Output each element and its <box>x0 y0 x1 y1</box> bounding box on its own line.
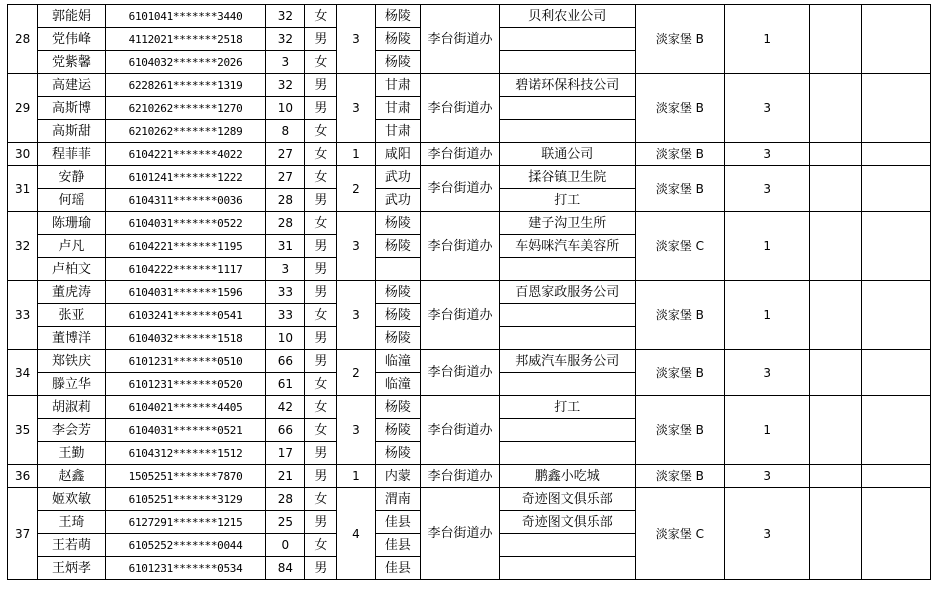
member-name: 党伟峰 <box>38 28 106 51</box>
member-gender: 女 <box>305 534 337 557</box>
member-age: 25 <box>266 511 305 534</box>
member-origin: 佳县 <box>375 534 421 557</box>
allocation-number: 3 <box>724 488 810 580</box>
member-gender: 男 <box>305 97 337 120</box>
member-name: 王勤 <box>38 442 106 465</box>
member-gender: 男 <box>305 557 337 580</box>
member-workplace <box>499 120 635 143</box>
member-workplace <box>499 419 635 442</box>
member-origin: 杨陵 <box>375 396 421 419</box>
member-gender: 男 <box>305 258 337 281</box>
household-number: 36 <box>8 465 38 488</box>
allocation-number: 3 <box>724 166 810 212</box>
member-age: 33 <box>266 304 305 327</box>
member-id-number: 6104031*******1596 <box>105 281 265 304</box>
member-name: 郑铁庆 <box>38 350 106 373</box>
household-number: 33 <box>8 281 38 350</box>
member-origin: 武功 <box>375 189 421 212</box>
member-gender: 女 <box>305 5 337 28</box>
member-workplace: 奇迹图文俱乐部 <box>499 488 635 511</box>
member-age: 27 <box>266 143 305 166</box>
member-origin: 渭南 <box>375 488 421 511</box>
member-workplace: 百恩家政服务公司 <box>499 281 635 304</box>
subdistrict-office: 李台街道办 <box>421 143 499 166</box>
member-gender: 女 <box>305 51 337 74</box>
member-origin: 内蒙 <box>375 465 421 488</box>
member-id-number: 6105252*******0044 <box>105 534 265 557</box>
table-row <box>8 396 931 419</box>
allocation-number: 3 <box>724 74 810 143</box>
table-row <box>8 74 931 97</box>
household-number: 29 <box>8 74 38 143</box>
household-size: 3 <box>337 396 375 465</box>
empty-cell <box>862 143 931 166</box>
member-workplace: 打工 <box>499 396 635 419</box>
housing-location: 淡家堡 B <box>635 465 724 488</box>
member-age: 61 <box>266 373 305 396</box>
member-name: 赵鑫 <box>38 465 106 488</box>
empty-cell <box>862 212 931 281</box>
empty-cell <box>810 396 862 465</box>
member-age: 28 <box>266 189 305 212</box>
member-origin: 杨陵 <box>375 304 421 327</box>
subdistrict-office: 李台街道办 <box>421 281 499 350</box>
member-name: 陈珊瑜 <box>38 212 106 235</box>
member-name: 党紫馨 <box>38 51 106 74</box>
member-age: 10 <box>266 97 305 120</box>
member-id-number: 1505251*******7870 <box>105 465 265 488</box>
household-size: 1 <box>337 465 375 488</box>
member-name: 安静 <box>38 166 106 189</box>
member-workplace <box>499 28 635 51</box>
member-workplace: 邦威汽车服务公司 <box>499 350 635 373</box>
empty-cell <box>862 488 931 580</box>
member-gender: 男 <box>305 28 337 51</box>
member-name: 高斯博 <box>38 97 106 120</box>
member-workplace <box>499 373 635 396</box>
member-age: 42 <box>266 396 305 419</box>
member-id-number: 6210262*******1270 <box>105 97 265 120</box>
member-name: 王炳孝 <box>38 557 106 580</box>
housing-location: 淡家堡 B <box>635 5 724 74</box>
member-gender: 男 <box>305 235 337 258</box>
member-workplace <box>499 442 635 465</box>
member-age: 84 <box>266 557 305 580</box>
member-origin: 咸阳 <box>375 143 421 166</box>
housing-location: 淡家堡 B <box>635 166 724 212</box>
table-row <box>8 166 931 189</box>
housing-location: 淡家堡 B <box>635 350 724 396</box>
member-workplace <box>499 557 635 580</box>
member-age: 27 <box>266 166 305 189</box>
member-name: 李会芳 <box>38 419 106 442</box>
household-number: 32 <box>8 212 38 281</box>
member-gender: 男 <box>305 281 337 304</box>
housing-location: 淡家堡 B <box>635 396 724 465</box>
household-size: 3 <box>337 74 375 143</box>
member-id-number: 6104312*******1512 <box>105 442 265 465</box>
member-workplace: 贝利农业公司 <box>499 5 635 28</box>
member-age: 66 <box>266 419 305 442</box>
member-origin: 甘肃 <box>375 74 421 97</box>
empty-cell <box>862 465 931 488</box>
member-gender: 女 <box>305 304 337 327</box>
member-name: 郭能娟 <box>38 5 106 28</box>
subdistrict-office: 李台街道办 <box>421 488 499 580</box>
member-gender: 男 <box>305 350 337 373</box>
household-size: 2 <box>337 350 375 396</box>
member-id-number: 6101241*******1222 <box>105 166 265 189</box>
member-origin: 甘肃 <box>375 97 421 120</box>
member-workplace <box>499 327 635 350</box>
member-gender: 男 <box>305 465 337 488</box>
member-age: 33 <box>266 281 305 304</box>
member-gender: 女 <box>305 143 337 166</box>
member-id-number: 6101231*******0510 <box>105 350 265 373</box>
household-size: 1 <box>337 143 375 166</box>
household-number: 31 <box>8 166 38 212</box>
subdistrict-office: 李台街道办 <box>421 166 499 212</box>
empty-cell <box>862 396 931 465</box>
member-age: 8 <box>266 120 305 143</box>
member-id-number: 6104032*******2026 <box>105 51 265 74</box>
member-name: 高建运 <box>38 74 106 97</box>
table-row <box>8 212 931 235</box>
household-size: 4 <box>337 488 375 580</box>
member-id-number: 6105251*******3129 <box>105 488 265 511</box>
household-size: 3 <box>337 5 375 74</box>
member-name: 董博洋 <box>38 327 106 350</box>
member-origin: 临潼 <box>375 373 421 396</box>
member-name: 程菲菲 <box>38 143 106 166</box>
member-origin: 武功 <box>375 166 421 189</box>
member-workplace <box>499 97 635 120</box>
member-gender: 女 <box>305 419 337 442</box>
table-row <box>8 350 931 373</box>
member-id-number: 6104311*******0036 <box>105 189 265 212</box>
member-origin: 杨陵 <box>375 212 421 235</box>
member-age: 10 <box>266 327 305 350</box>
member-id-number: 6104221*******1195 <box>105 235 265 258</box>
member-workplace: 联通公司 <box>499 143 635 166</box>
member-age: 28 <box>266 488 305 511</box>
member-id-number: 6127291*******1215 <box>105 511 265 534</box>
member-age: 31 <box>266 235 305 258</box>
empty-cell <box>862 281 931 350</box>
table-row <box>8 488 931 511</box>
allocation-number: 1 <box>724 5 810 74</box>
member-workplace: 揉谷镇卫生院 <box>499 166 635 189</box>
member-id-number: 6101041*******3440 <box>105 5 265 28</box>
housing-location: 淡家堡 B <box>635 143 724 166</box>
member-id-number: 6101231*******0534 <box>105 557 265 580</box>
empty-cell <box>810 5 862 74</box>
member-name: 卢凡 <box>38 235 106 258</box>
member-workplace: 车妈咪汽车美容所 <box>499 235 635 258</box>
member-origin: 佳县 <box>375 557 421 580</box>
member-name: 王若萌 <box>38 534 106 557</box>
empty-cell <box>810 212 862 281</box>
empty-cell <box>810 350 862 396</box>
member-origin: 临潼 <box>375 350 421 373</box>
allocation-number: 3 <box>724 350 810 396</box>
member-id-number: 6228261*******1319 <box>105 74 265 97</box>
empty-cell <box>862 350 931 396</box>
empty-cell <box>862 74 931 143</box>
member-name: 何瑶 <box>38 189 106 212</box>
member-workplace <box>499 258 635 281</box>
subdistrict-office: 李台街道办 <box>421 396 499 465</box>
subdistrict-office: 李台街道办 <box>421 350 499 396</box>
subdistrict-office: 李台街道办 <box>421 212 499 281</box>
empty-cell <box>810 281 862 350</box>
table-row <box>8 143 931 166</box>
empty-cell <box>810 488 862 580</box>
allocation-number: 1 <box>724 212 810 281</box>
allocation-number: 3 <box>724 465 810 488</box>
member-name: 滕立华 <box>38 373 106 396</box>
member-age: 66 <box>266 350 305 373</box>
member-gender: 女 <box>305 120 337 143</box>
member-origin: 甘肃 <box>375 120 421 143</box>
member-age: 32 <box>266 28 305 51</box>
table-row <box>8 465 931 488</box>
member-age: 28 <box>266 212 305 235</box>
housing-location: 淡家堡 C <box>635 212 724 281</box>
allocation-number: 1 <box>724 281 810 350</box>
empty-cell <box>810 166 862 212</box>
member-workplace <box>499 534 635 557</box>
member-gender: 女 <box>305 166 337 189</box>
allocation-number: 3 <box>724 143 810 166</box>
member-id-number: 6103241*******0541 <box>105 304 265 327</box>
member-origin: 杨陵 <box>375 442 421 465</box>
member-age: 32 <box>266 5 305 28</box>
member-gender: 女 <box>305 488 337 511</box>
subdistrict-office: 李台街道办 <box>421 465 499 488</box>
empty-cell <box>862 5 931 74</box>
member-workplace: 建子沟卫生所 <box>499 212 635 235</box>
member-gender: 男 <box>305 511 337 534</box>
member-name: 姬欢敏 <box>38 488 106 511</box>
table-row <box>8 5 931 28</box>
member-age: 0 <box>266 534 305 557</box>
household-size: 3 <box>337 212 375 281</box>
housing-location: 淡家堡 B <box>635 281 724 350</box>
member-id-number: 6210262*******1289 <box>105 120 265 143</box>
member-origin: 佳县 <box>375 511 421 534</box>
member-gender: 男 <box>305 327 337 350</box>
member-workplace <box>499 51 635 74</box>
member-id-number: 6104222*******1117 <box>105 258 265 281</box>
member-origin: 杨陵 <box>375 5 421 28</box>
member-name: 董虎涛 <box>38 281 106 304</box>
member-gender: 男 <box>305 189 337 212</box>
member-id-number: 4112021*******2518 <box>105 28 265 51</box>
member-origin: 杨陵 <box>375 419 421 442</box>
household-size: 3 <box>337 281 375 350</box>
empty-cell <box>810 143 862 166</box>
table-row <box>8 281 931 304</box>
member-workplace <box>499 304 635 327</box>
empty-cell <box>810 74 862 143</box>
allocation-number: 1 <box>724 396 810 465</box>
member-gender: 女 <box>305 373 337 396</box>
member-name: 张亚 <box>38 304 106 327</box>
member-name: 王琦 <box>38 511 106 534</box>
member-age: 17 <box>266 442 305 465</box>
empty-cell <box>862 166 931 212</box>
subdistrict-office: 李台街道办 <box>421 74 499 143</box>
household-number: 37 <box>8 488 38 580</box>
housing-location: 淡家堡 B <box>635 74 724 143</box>
member-id-number: 6104031*******0522 <box>105 212 265 235</box>
member-origin: 杨陵 <box>375 28 421 51</box>
member-workplace: 碧诺环保科技公司 <box>499 74 635 97</box>
household-number: 35 <box>8 396 38 465</box>
housing-location: 淡家堡 C <box>635 488 724 580</box>
member-gender: 男 <box>305 442 337 465</box>
member-workplace: 奇迹图文俱乐部 <box>499 511 635 534</box>
member-name: 高斯甜 <box>38 120 106 143</box>
member-workplace: 打工 <box>499 189 635 212</box>
member-gender: 男 <box>305 74 337 97</box>
member-gender: 女 <box>305 396 337 419</box>
member-name: 卢柏文 <box>38 258 106 281</box>
household-number: 30 <box>8 143 38 166</box>
member-origin: 杨陵 <box>375 327 421 350</box>
member-id-number: 6104221*******4022 <box>105 143 265 166</box>
member-id-number: 6104031*******0521 <box>105 419 265 442</box>
member-origin: 杨陵 <box>375 51 421 74</box>
member-origin: 杨陵 <box>375 281 421 304</box>
member-name: 胡淑莉 <box>38 396 106 419</box>
household-number: 34 <box>8 350 38 396</box>
member-age: 32 <box>266 74 305 97</box>
member-id-number: 6101231*******0520 <box>105 373 265 396</box>
household-size: 2 <box>337 166 375 212</box>
member-age: 3 <box>266 258 305 281</box>
household-number: 28 <box>8 5 38 74</box>
member-gender: 女 <box>305 212 337 235</box>
member-origin <box>375 258 421 281</box>
member-id-number: 6104032*******1518 <box>105 327 265 350</box>
member-age: 3 <box>266 51 305 74</box>
household-table <box>7 4 931 580</box>
empty-cell <box>810 465 862 488</box>
member-id-number: 6104021*******4405 <box>105 396 265 419</box>
member-workplace: 鹏鑫小吃城 <box>499 465 635 488</box>
subdistrict-office: 李台街道办 <box>421 5 499 74</box>
member-age: 21 <box>266 465 305 488</box>
member-origin: 杨陵 <box>375 235 421 258</box>
